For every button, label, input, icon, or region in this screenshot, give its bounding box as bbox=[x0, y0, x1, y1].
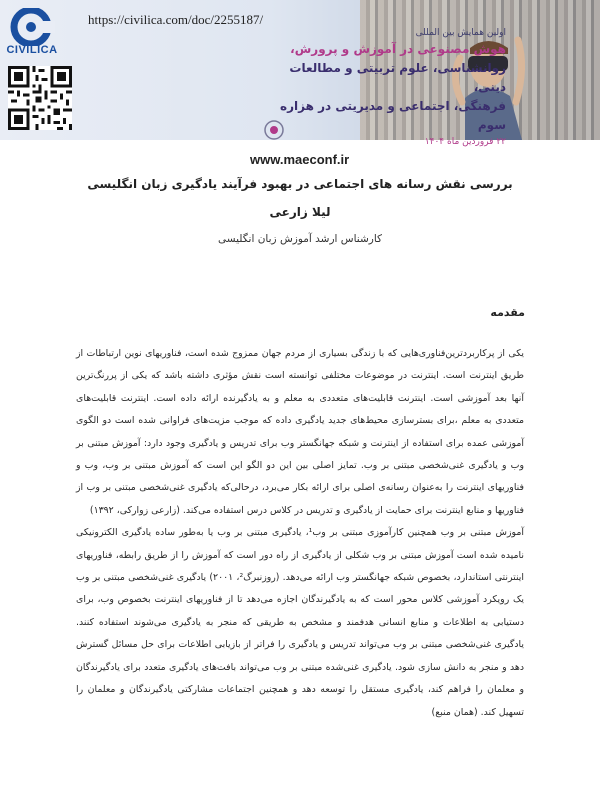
conference-title-line-2: روانشناسی، علوم تربیتی و مطالعات دینی، bbox=[289, 61, 506, 94]
organizer-logo-icon bbox=[262, 119, 286, 141]
author-affiliation: کارشناس ارشد آموزش زبان انگلیسی bbox=[217, 233, 383, 245]
conference-title-line-1: هوش مصنوعی در آموزش و پرورش، bbox=[290, 42, 506, 56]
qr-code-icon[interactable] bbox=[8, 66, 72, 130]
body-text bbox=[76, 343, 524, 724]
conference-title-block bbox=[256, 28, 506, 147]
conference-subtitle: اولین همایش بین المللی bbox=[415, 28, 506, 38]
conference-title-line-3: فرهنگی، اجتماعی و مدیریتی در هزاره سوم bbox=[280, 99, 506, 132]
paragraph-1: یکی از پرکاربردترین‌فناوری‌هایی که با زندگی بسیاری از مردم جهان ممزوج شده است، فناوریهای نوین ارتباطات از طریق اینترنت است. اینترنت در موضوعات مختلفی توانسته است نقش مؤثری داشته باشد که یکی از پررنگ‌ترین آنها بعد آموزشی است. اینترنت قابلیت‌های متعددی به معلم و به یادگیرنده ارائه داده است. اینترنت قابلیت‌های متعددی به معلم ،برای بسترسازی محیط‌های جدید یادگیری داده که موجب مزیت‌های فراوانی شده است دو الگوی آموزشی عمده برای استفاده از اینترنت و شبکه جهانگستر وب برای تدریس و یادگیری وجود دارد: آموزش مبتنی بر وب و یادگیری غنی‌شخصی مبتنی بر وب. تمایز اصلی بین این دو الگو این است که آموزش مبتنی بر وب، وب و فناوریهای اینترنت را به‌عنوان رسانه‌ی اصلی برای ارائه بکار می‌برد، درحالی‌که یادگیری غنی‌شخصی مبتنی بر وب از فناوریها و منابع اینترنت برای حمایت از یادگیری و تدریس در کلاس درس استفاده می‌کند. (زارعی زوارکی، ۱۳۹۲) bbox=[76, 348, 524, 516]
paragraph-2: آموزش مبتنی بر وب همچنین کارآموزی مبتنی بر وب¹، یادگیری مبتنی بر وب یا به‌طور ساده یادگیری الکترونیکی نامیده شده است آموزش مبتنی بر وب شکلی از یادگیری از راه دور است که آموزش را از طریق رابطه، فناوریهای اینترنتی استاندارد، بخصوص شبکه جهانگستر وب ارائه می‌دهد. (روزنبرگ²، ۲۰۰۱) یادگیری غنی‌شخصی مبتنی بر وب یک رویکرد آموزشی کلاس محور است که به یادگیرندگان اجازه می‌دهد تا از فناوریهای اینترنت بخصوص وب، برای دستیابی به اطلاعات و منابع انسانی هدفمند و مشخص به طریقی که منجر به یادگیری می‌شوند استفاده کنند. یادگیری غنی‌شخصی مبتنی بر وب می‌تواند تدریس و یادگیری را فراتر از بازیابی اطلاعات برای حل مسائل گسترش دهد و منجر به دانش سازی شود. یادگیری غنی‌شده مبتنی بر وب می‌تواند بافت‌های یادگیری متعدد برای یادگیرندگان و معلمان را فراهم کند، یادگیری مستقل را توسعه دهد و همچنین اجتماعات مشارکتی یادگیرندگان و معلمان را تسهیل کند. (همان منبع) bbox=[76, 527, 525, 718]
conference-banner bbox=[0, 0, 600, 168]
document-url[interactable]: https://civilica.com/doc/2255187/ bbox=[88, 12, 264, 27]
section-heading: مقدمه bbox=[490, 306, 525, 319]
civilica-logo-text: CIVILICA bbox=[6, 44, 58, 56]
conference-date: ۲۲ فروردین ماه ۱۴۰۴ bbox=[424, 137, 506, 147]
paper-title: بررسی نقش رسانه های اجتماعی در بهبود فرآیند یادگیری زبان انگلیسی bbox=[87, 177, 513, 191]
civilica-logo-icon bbox=[6, 8, 56, 46]
author-name: لیلا زارعی bbox=[269, 205, 331, 219]
conference-website[interactable]: www.maeconf.ir bbox=[250, 152, 350, 167]
